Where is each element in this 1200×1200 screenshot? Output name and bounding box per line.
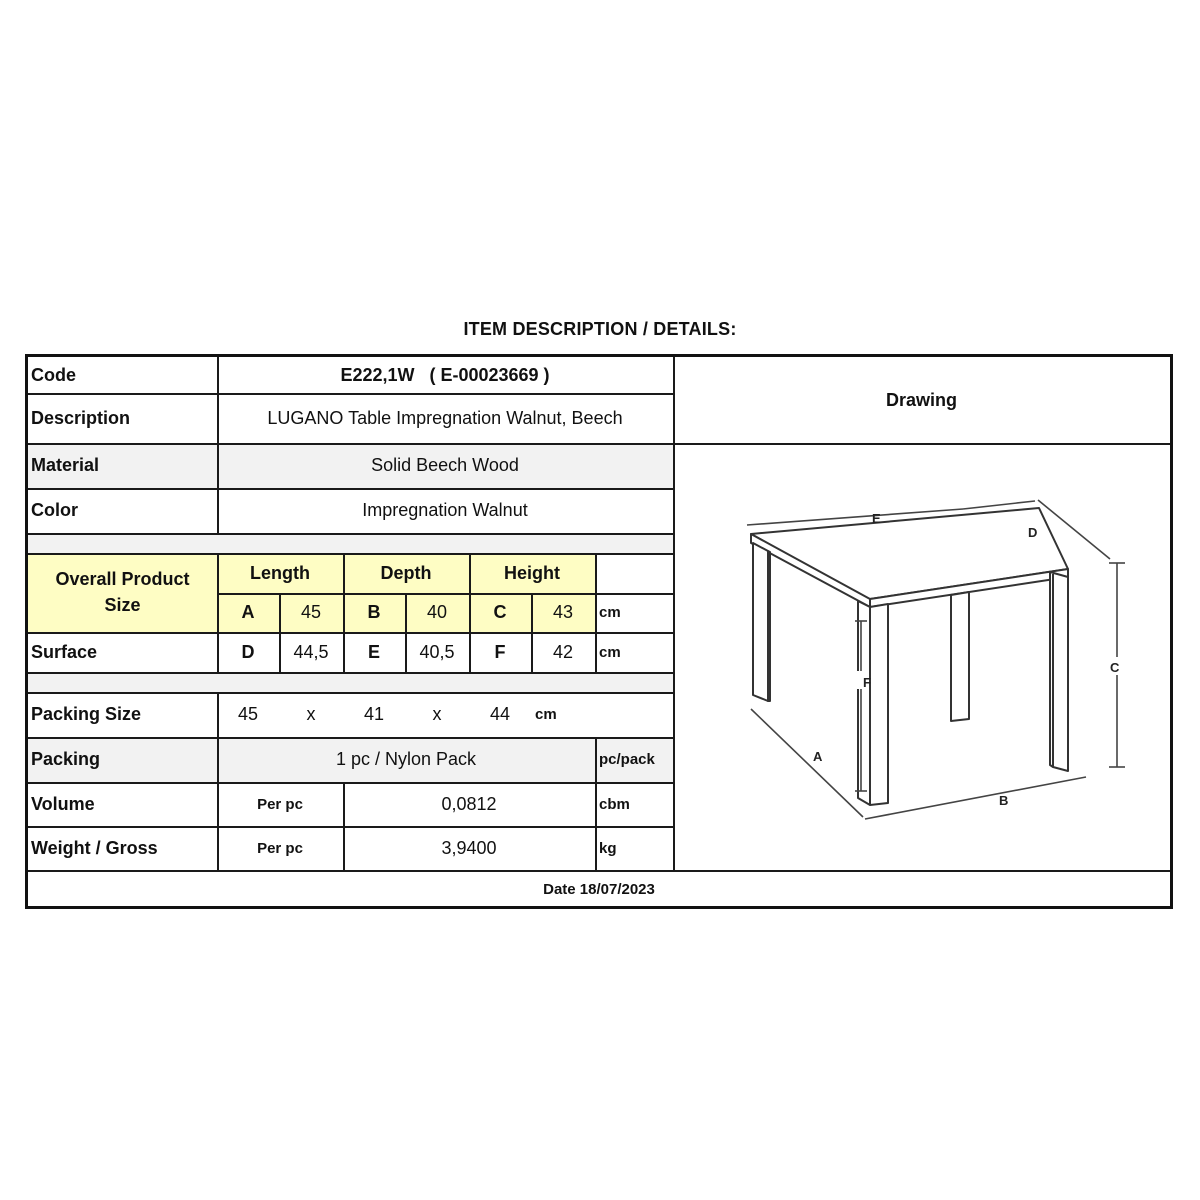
page-title: ITEM DESCRIPTION / DETAILS:	[463, 319, 737, 339]
spacer-row-2	[28, 672, 673, 692]
description-value: LUGANO Table Impregnation Walnut, Beech	[267, 408, 623, 428]
letter-e: E	[367, 641, 380, 662]
overall-size-label-line2: Size	[104, 594, 141, 615]
divider	[28, 826, 673, 828]
description-label: Description	[31, 408, 131, 428]
packing-size-unit: cm	[535, 706, 557, 723]
drawing-letter-b: B	[999, 793, 1009, 808]
divider	[28, 692, 673, 694]
divider	[405, 593, 407, 673]
divider	[595, 553, 597, 673]
packing-size-label: Packing Size	[31, 704, 142, 724]
divider	[531, 593, 533, 673]
drawing-letter-e: E	[872, 511, 881, 526]
surface-label: Surface	[31, 641, 98, 662]
weight-per: Per pc	[257, 839, 303, 857]
packing-label: Packing	[31, 749, 101, 769]
divider	[28, 632, 673, 634]
divider	[28, 488, 673, 490]
packing-value: 1 pc / Nylon Pack	[335, 749, 477, 769]
drawing-letter-f: F	[863, 675, 871, 690]
divider	[28, 870, 1170, 872]
depth-header: Depth	[380, 562, 432, 583]
letter-d: D	[241, 641, 255, 662]
drawing-letter-d: D	[1028, 525, 1038, 540]
divider	[28, 737, 673, 739]
volume-label: Volume	[31, 793, 95, 814]
weight-value: 3,9400	[441, 837, 497, 858]
leg-left-side	[768, 551, 770, 701]
divider	[28, 393, 673, 395]
leg-left	[753, 543, 768, 701]
color-label: Color	[31, 500, 78, 520]
letter-a: A	[241, 602, 255, 622]
value-a: 45	[300, 602, 322, 622]
divider	[28, 553, 673, 555]
divider	[343, 782, 345, 871]
overall-size-label	[28, 553, 217, 632]
details-sheet	[25, 354, 1173, 909]
dim-line-b	[865, 777, 1086, 819]
code-value: E222,1W ( E-00023669 )	[340, 365, 550, 385]
value-b: 40	[426, 602, 448, 622]
code-label: Code	[31, 365, 76, 385]
divider	[217, 692, 219, 871]
divider	[217, 593, 673, 595]
overall-unit: cm	[599, 604, 621, 621]
height-header: Height	[504, 562, 560, 583]
volume-value: 0,0812	[441, 793, 497, 814]
length-header: Length	[250, 562, 310, 583]
volume-unit: cbm	[599, 795, 630, 813]
divider	[469, 553, 471, 673]
surface-unit: cm	[599, 643, 621, 661]
drawing-letter-c: C	[1110, 660, 1120, 675]
divider	[28, 533, 673, 535]
divider	[28, 672, 673, 674]
value-c: 43	[552, 602, 574, 622]
letter-c: C	[493, 602, 507, 622]
divider	[217, 553, 219, 673]
divider	[343, 553, 345, 673]
color-value: Impregnation Walnut	[362, 500, 528, 520]
value-f: 42	[552, 641, 574, 662]
drawing-letter-a: A	[813, 749, 823, 764]
overall-size-label-line1: Overall Product	[55, 569, 190, 590]
dim-line-e2	[963, 501, 1035, 509]
material-value: Solid Beech Wood	[371, 455, 519, 475]
divider	[28, 782, 673, 784]
value-e: 40,5	[419, 641, 455, 662]
leg-back	[951, 592, 969, 721]
weight-unit: kg	[599, 839, 617, 857]
volume-per: Per pc	[257, 795, 303, 813]
value-d: 44,5	[293, 641, 329, 662]
weight-label: Weight / Gross	[31, 837, 158, 858]
date-footer: Date 18/07/2023	[543, 880, 655, 898]
dim-line-a	[751, 709, 863, 817]
table-drawing	[673, 443, 1170, 870]
material-label: Material	[31, 455, 100, 475]
divider	[279, 593, 281, 673]
packing-size-v3: 44	[489, 704, 511, 724]
leg-front	[858, 601, 888, 805]
spacer-row-1	[28, 533, 673, 553]
packing-size-v1: 45	[237, 704, 259, 724]
packing-size-v2: 41	[363, 704, 385, 724]
packing-unit: pc/pack	[599, 751, 655, 768]
divider	[217, 357, 219, 534]
packing-size-x1: x	[306, 704, 316, 724]
letter-b: B	[367, 602, 381, 622]
drawing-label: Drawing	[885, 389, 957, 410]
letter-f: F	[494, 641, 506, 662]
divider	[595, 737, 597, 871]
packing-size-x2: x	[432, 704, 442, 724]
